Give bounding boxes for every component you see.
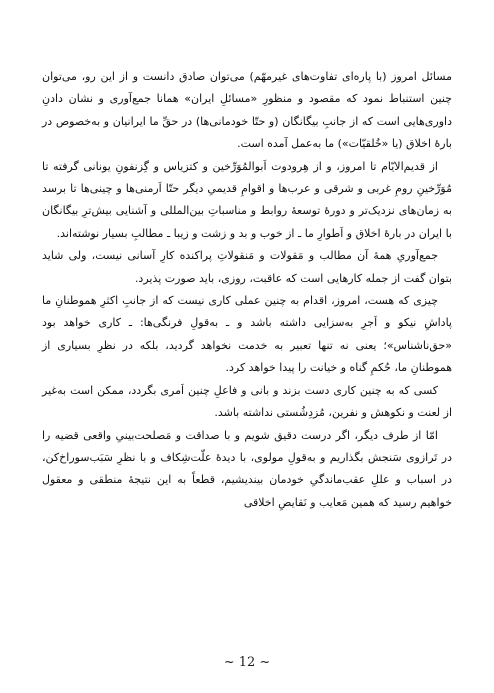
paragraph-1: مسائل امروز (با پاره‌ای تفاوت‌های غیرمهّم) می‌توان صادق دانست و از این رو، می‌توان چنین استنباط نمود که مقصود و منظورِ «مسائلِ ایران» همانا جمع‌آوری و نشان دادنِ داوری‌هایی است که از جانبِ بیگانگان (و حتّا خودمانی‌ها) در حقِّ ما ایرانیان و به‌خصوص در بارهٔ اخلاق (یا «خُلقیّات») ما به‌عمل آمده است. xyxy=(42,70,452,151)
paragraph-2: از قدیم‌الایّام تا امروز، و از هِرودوت اَبوالمُوَرِّخین و کتزیاس و گِزنفونِ یونانی گرفته تا مُوَرِّخینِ رومِ غربی و شرقی و عرب‌ها و اقوامِ قدیمیِ دیگر حتّا اَرمنی‌ها و چینی‌ها تا برسد به زمان‌های نزدیک‌تر و دورهٔ توسعهٔ روابط و مناسباتِ بین‌المللی و آشنایی بیش‌ترِ بیگانگان با ایران در بارهٔ اخلاق و اَطوارِ ما ـ از خوب و بد و زشت و زیبا ـ مطالبِ بسیار نوشته‌اند. xyxy=(42,159,452,240)
body-text xyxy=(42,66,452,514)
paragraph-4: چیزی که هست، امروز، اقدام به چنین عملی کاری نیست که از جانبِ اکثرِ هموطنانِ ما پاداشِ نیکو و اَجرِ به‌سزایی داشته باشد و ـ به‌قولِ فرنگی‌ها: ـ کاری خواهد بود «حق‌ناشناس»؛ یعنی نه تنها تعبیر به خدمت نخواهد گردید، بلکه در نظرِ بسیاری از هموطنانِ ما، حُکمِ گناه و خیانت را پیدا خواهد کرد. xyxy=(42,294,452,375)
paragraph-3: جمع‌آوریِ همهٔ آن مطالب و مَقولات و مَنقولاتِ پراکنده کارِ آسانی نیست، ولی شاید بتوان گفت از جمله کارهایی است که عاقبت، روزی، باید صورت پذیرد. xyxy=(42,249,452,285)
paragraph-5: کسی که به چنین کاری دست بزند و بانی و فاعلِ چنین اَمری بگردد، ممکن است به‌غیر از لعنت و نکوهش و نفرین، مُزدِشُستی نداشته باشد. xyxy=(42,383,452,420)
page-number: ~ 12 ~ xyxy=(223,655,271,670)
paragraph-6: امّا از طرف دیگر، اگر درست دقیق شویم و با صداقت و مَصلحت‌بینیِ واقعی قضیه را در تَرازوی سَنجش بگذاریم و به‌قولِ مولوی، با دیدهٔ علّت‌شِکاف و با نظرِ سَبَب‌سوراخ‌کن، در اسباب و عللِ عقب‌ماندگیِ خودمان بیندیشیم، قطعاً به این نتیجهٔ منطقی و معقول خواهیم رسید که همین مَعایب و نَقایصِ اخلاقی xyxy=(42,428,452,509)
